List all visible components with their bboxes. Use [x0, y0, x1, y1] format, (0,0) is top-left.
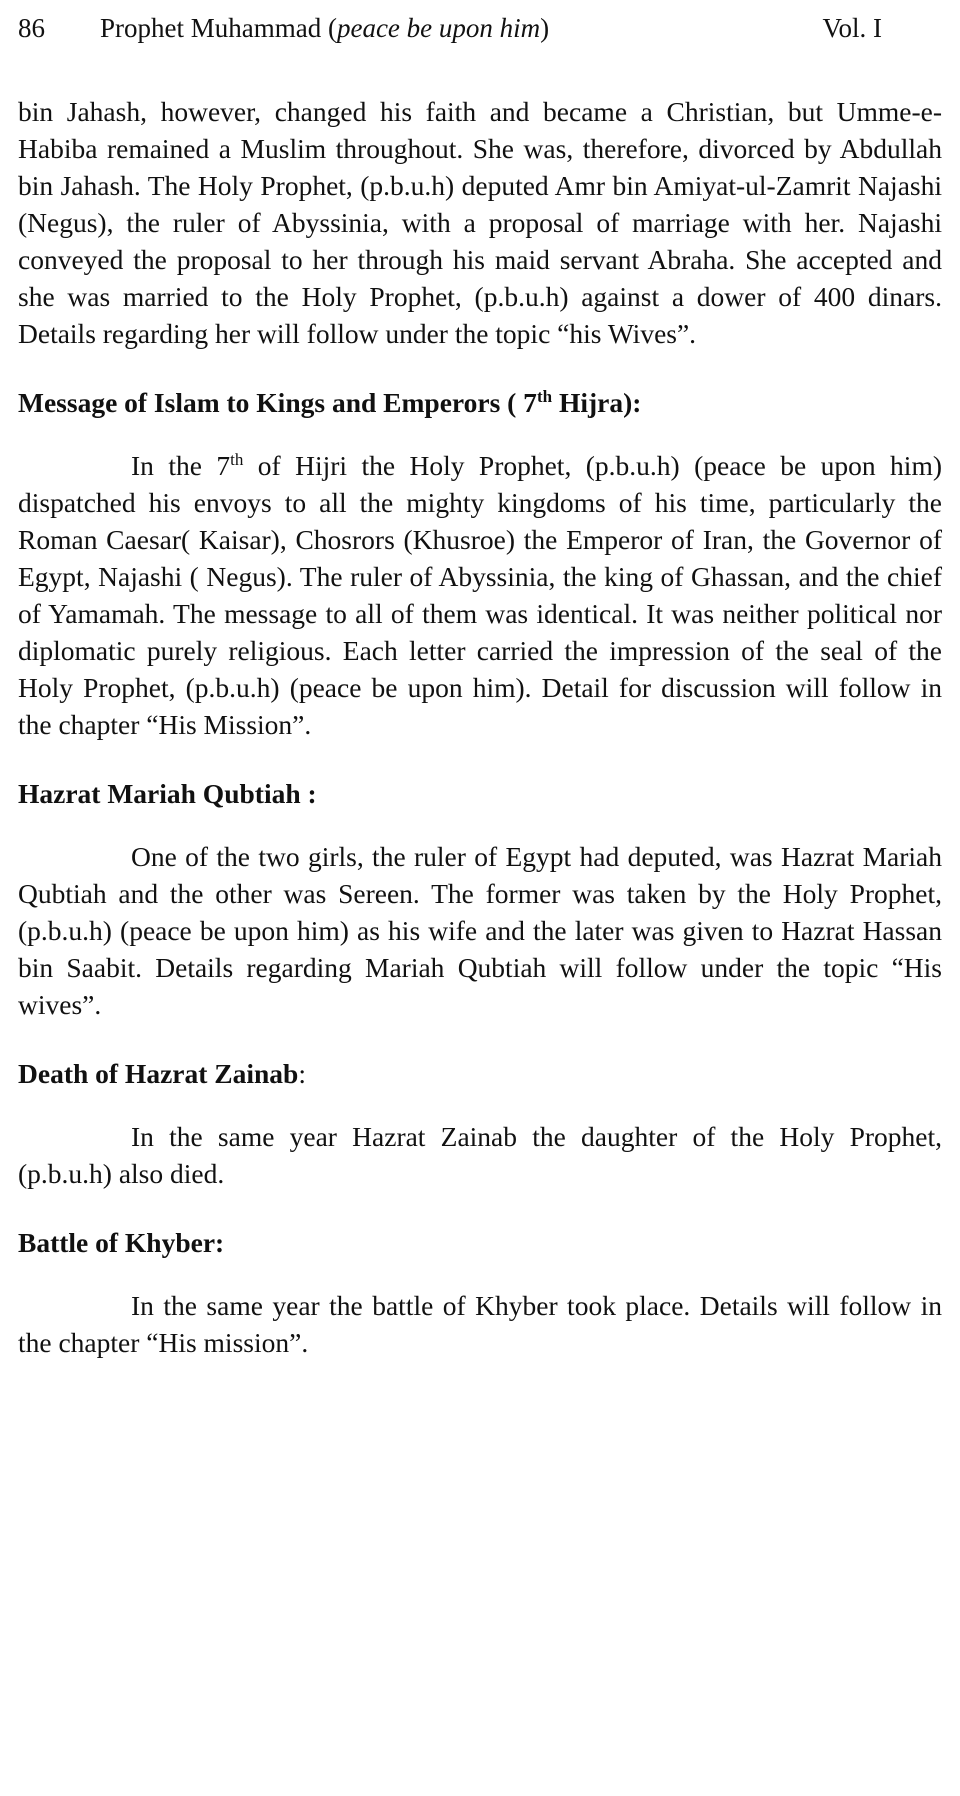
- book-title-end: ): [540, 13, 550, 43]
- kings-body-sup: th: [230, 449, 244, 469]
- heading-kings-post: Hijra):: [552, 387, 642, 418]
- section-heading-zainab: [18, 1055, 942, 1092]
- running-header: [18, 0, 942, 56]
- section-heading-kings: [18, 384, 942, 421]
- heading-zainab-colon: :: [298, 1058, 306, 1089]
- continuation-paragraph: bin Jahash, however, changed his faith and became a Christian, but Umme-e-Habiba remained a Muslim throughout. She was, therefore, divorced by Abdullah bin Jahash. The Holy Prophet, (p.b.u.h) deputed Amr bin Amiyat-ul-Zamrit Najashi (Negus), the ruler of Abyssinia, with a proposal of marriage with her. Najashi conveyed the proposal to her through his maid servant Abraha. She accepted and she was married to the Holy Prophet, (p.b.u.h) against a dower of 400 dinars. Details regarding her will follow under the topic “his Wives”.: [18, 96, 942, 349]
- heading-kings-sup: th: [536, 386, 553, 406]
- volume-label: Vol. I: [822, 13, 882, 43]
- paragraph-zainab: In the same year Hazrat Zainab the daughter of the Holy Prophet, (p.b.u.h) also died.: [18, 1121, 942, 1189]
- paragraph-kings: [18, 447, 942, 743]
- heading-kings-pre: Message of Islam to Kings and Emperors ( 7: [18, 387, 537, 418]
- book-title: [100, 0, 549, 56]
- kings-body-post: of Hijri the Holy Prophet, (p.b.u.h) (peace be upon him) dispatched his envoys to all the mighty kingdoms of his time, particularly the Roman Caesar( Kaisar), Chosrors (Khusroe) the Emperor of Iran, the Governor of Egypt, Najashi ( Negus). The ruler of Abyssinia, the king of Ghassan, and the chief of Yamamah. The message to all of them was identical. It was neither political nor diplomatic purely religious. Each letter carried the impression of the seal of the Holy Prophet, (p.b.u.h) (peace be upon him). Detail for discussion will follow in the chapter “His Mission”.: [18, 450, 942, 740]
- page-number: 86: [18, 13, 45, 43]
- book-title-italic: peace be upon him: [336, 13, 541, 43]
- heading-zainab-bold: Death of Hazrat Zainab: [18, 1058, 299, 1089]
- book-page: [18, 0, 942, 1361]
- section-heading-khyber: Battle of Khyber:: [18, 1227, 225, 1258]
- section-heading-mariah: Hazrat Mariah Qubtiah :: [18, 778, 317, 809]
- kings-body-pre: In the 7: [131, 450, 231, 481]
- book-title-main: Prophet Muhammad (: [100, 13, 337, 43]
- paragraph-mariah: One of the two girls, the ruler of Egypt had deputed, was Hazrat Mariah Qubtiah and the other was Sereen. The former was taken by the Holy Prophet, (p.b.u.h) (peace be upon him) as his wife and the later was given to Hazrat Hassan bin Saabit. Details regarding Mariah Qubtiah will follow under the topic “His wives”.: [18, 841, 942, 1020]
- paragraph-khyber: In the same year the battle of Khyber took place. Details will follow in the chapter “His mission”.: [18, 1290, 942, 1358]
